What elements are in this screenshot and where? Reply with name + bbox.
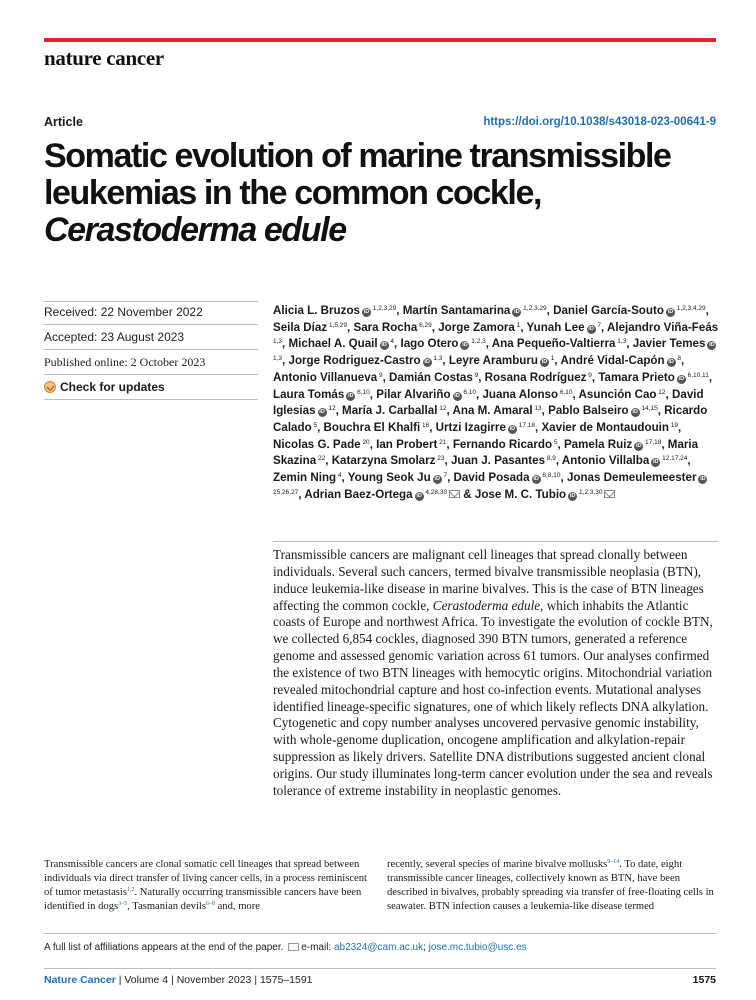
author-affiliation: 12 [437, 405, 447, 413]
author-name: Alicia L. Bruzos [273, 304, 360, 317]
orcid-icon[interactable]: iD [569, 492, 576, 499]
orcid-icon[interactable]: iD [319, 409, 325, 416]
check-updates-label: Check for updates [60, 380, 165, 394]
author-entry[interactable] [273, 371, 383, 384]
author-name: Pablo Balseiro [548, 404, 629, 418]
author-affiliation: 9 [586, 371, 592, 379]
author-entry[interactable] [273, 388, 370, 401]
article-title [44, 138, 724, 249]
author-entry[interactable] [403, 304, 547, 317]
page-number: 1575 [692, 974, 716, 986]
author-entry[interactable] [560, 354, 681, 367]
orcid-icon[interactable]: iD [381, 342, 387, 349]
author-name: Tamara Prieto [598, 370, 675, 384]
author-entry[interactable] [452, 404, 541, 417]
author-name: Sara Rocha [353, 320, 418, 334]
meta-divider [44, 374, 258, 375]
check-updates-icon [44, 381, 56, 393]
title-line-1: Somatic evolution of marine transmissible [44, 137, 671, 175]
accepted-date: Accepted: 23 August 2023 [44, 330, 185, 344]
orcid-icon[interactable]: iD [668, 359, 674, 366]
author-affiliation: 6,10 [355, 388, 370, 396]
body-column-left [44, 858, 376, 914]
envelope-icon [288, 943, 299, 951]
orcid-icon[interactable]: iD [667, 309, 674, 315]
author-entry[interactable] [304, 488, 460, 501]
author-affiliation: 23 [435, 455, 445, 463]
author-affiliation: 9 [377, 371, 383, 379]
author-affiliation: 1 [514, 321, 521, 329]
meta-divider [44, 301, 258, 302]
citation-link[interactable]: 1,2 [126, 887, 135, 894]
orcid-icon[interactable]: iD [348, 392, 354, 399]
author-affiliation: 13 [532, 405, 542, 413]
author-entry[interactable] [353, 321, 431, 334]
author-name: Damián Costas [389, 370, 473, 384]
author-list: Alicia L. Bruzos iD $^{1,2,3,29}$, Martín Santamarina iD $^{1,2,3,29}$, Daniel García-Souto iD $^{1,2,3,4,29}$, Seila Díaz $^{1,5,29}$, Sara Rocha $^{6,29}$, Jorge Zamora $^1$, Yunah Lee iD $^7$, Alejandro Viña-Feás $^{1,3}$, Michael A. Quail iD $^4$, Iago Otero iD $^{1,2,3}$, Ana Pequeño-Valtierra $^{1,3}$, Javier Temes iD $^{1,3}$, Jorge Rodriguez-Castro iD $^{1,3}$, Leyre Aramburu iD $^1$, André Vidal-Capón iD $^8$, Antonio Villanueva $^9$, Damián Costas $^9$, Rosana Rodríguez $^9$, Tamara Prieto iD $^{6,10,11}$, Laura Tomás iD $^{6,10}$, Pilar Alvariño iD $^{6,10}$, Juana Alonso $^{6,10}$, Asunción Cao $^{12}$, David Iglesias iD $^{12}$, María J. Carballal $^{12}$, Ana M. Amaral $^{13}$, Pablo Balseiro iD $^{14,15}$, Ricardo Calado $^5$, Bouchra El Khalfi $^{16}$, Urtzi Izagirre iD $^{17,18}$, Xavier de Montaudouin $^{19}$, Nicolas G. Pade $^{20}$, Ian Probert $^{21}$, Fernando Ricardo $^5$, Pamela Ruiz iD $^{17,18}$, Maria Skazina $^{22}$, Katarzyna Smolarz $^{23}$, Juan J. Pasantes $^{8,9}$, Antonio Villalba iD $^{12,17,24}$, Zemin Ning $^4$, Young Seok Ju iD $^7$, David Posada iD $^{6,8,10}$, Jonas Demeulemeester iD $^{25,26,27}$, Adrian Baez-Ortega iD $^{4,28,30}$ & Jose M. C. Tubio iD $^{1,2,3,30}$ [273, 304, 719, 501]
author-affiliation: 1,2,3,29 [521, 305, 547, 312]
author-name: Urtzi Izagirre [435, 420, 506, 434]
author-name: Alejandro Viña-Feás [606, 320, 719, 334]
author-name: Katarzyna Smolarz [331, 454, 436, 468]
author-affiliation: 17,18 [516, 421, 535, 429]
email-label: e-mail: [301, 942, 332, 953]
author-affiliation: 1,2,3,29 [370, 305, 397, 312]
author-affiliation: 5 [552, 438, 558, 446]
orcid-icon[interactable]: iD [709, 342, 715, 349]
author-affiliation: 5 [311, 421, 318, 429]
author-affiliation: 25,26,27 [273, 488, 299, 496]
author-affiliation: 6,8,10 [540, 472, 561, 480]
author-entry[interactable] [348, 471, 447, 484]
email-link-1[interactable]: ab2324@cam.ac.uk [334, 942, 424, 953]
header-accent-bar [44, 38, 716, 42]
author-name: Nicolas G. Pade [273, 437, 361, 451]
author-name: Young Seok Ju [347, 471, 431, 485]
author-affiliation: 9 [472, 371, 479, 379]
body-text: . Naturally occurring transmissible cancers have been identified in dogs [44, 887, 362, 913]
footnote-text: A full list of affiliations appears at the end of the paper. [44, 942, 284, 953]
orcid-icon[interactable]: iD [454, 392, 460, 399]
orcid-icon[interactable]: iD [636, 442, 642, 449]
received-date: Received: 22 November 2022 [44, 305, 203, 319]
author-entry[interactable] [289, 337, 395, 350]
orcid-icon[interactable]: iD [363, 309, 370, 315]
author-entry[interactable] [324, 421, 430, 434]
footer-volume-info: | Volume 4 | November 2023 | 1575–1591 [118, 974, 313, 986]
orcid-icon[interactable]: iD [416, 492, 422, 499]
author-affiliation: 22 [316, 455, 326, 463]
abstract-divider [273, 541, 718, 542]
author-entry[interactable] [342, 404, 446, 417]
author-affiliation: 6,10 [461, 388, 477, 396]
journal-logo: nature cancer [44, 46, 164, 70]
body-text: Transmissible cancers are clonal somatic cell lineages that spread between individuals via direct transfer of living cancer cells, in a process reminiscent of tumor metastasis [44, 859, 367, 899]
author-name: Pilar Alvariño [376, 387, 451, 401]
meta-divider [44, 324, 258, 325]
body-text: recently, several species of marine bivalve mollusks [387, 859, 608, 870]
author-name: Ana Pequeño-Valtierra [491, 337, 616, 351]
author-name: Ian Probert [376, 437, 438, 451]
author-entry[interactable] [553, 304, 706, 317]
author-name: Ricardo Calado [273, 404, 708, 434]
author-entry[interactable] [332, 454, 445, 467]
orcid-icon[interactable]: iD [434, 476, 440, 483]
author-entry[interactable] [598, 371, 708, 384]
meta-divider [44, 349, 258, 350]
author-name: Bouchra El Khalfi [323, 420, 421, 434]
author-name: David Iglesias [273, 387, 704, 418]
author-affiliation: 17,18 [643, 438, 662, 446]
author-affiliation: 16 [420, 421, 430, 429]
author-affiliation: 1 [549, 355, 555, 363]
author-affiliation: 1,2,3,30 [577, 488, 603, 496]
author-name: Seila Díaz [273, 320, 328, 334]
affiliation-footnote [44, 942, 527, 953]
author-entry[interactable] [449, 354, 555, 367]
author-affiliation: 6,29 [417, 321, 432, 329]
author-entry[interactable] [485, 371, 592, 384]
author-name: Laura Tomás [273, 387, 345, 401]
author-affiliation: 12 [656, 388, 666, 396]
author-affiliation: 7 [595, 321, 601, 329]
author-name: Jorge Rodriguez-Castro [288, 354, 421, 368]
author-entry[interactable] [579, 388, 666, 401]
orcid-icon[interactable]: iD [632, 409, 638, 416]
author-name: Fernando Ricardo [452, 437, 553, 451]
author-affiliation: 12,17,24 [660, 455, 688, 463]
abstract-species: Cerastoderma edule [432, 597, 541, 613]
author-affiliation: 20 [360, 438, 370, 446]
author-name: Asunción Cao [578, 387, 657, 401]
title-line-2: leukemias in the common cockle, [44, 174, 542, 212]
orcid-icon[interactable]: iD [424, 359, 430, 366]
citation-link[interactable]: 6–8 [205, 901, 215, 908]
author-name: Xavier de Montaudouin [541, 420, 669, 434]
author-affiliation: 14,15 [639, 405, 658, 413]
email-separator: ; [423, 942, 426, 953]
author-affiliation: 4 [388, 338, 395, 346]
citation-link[interactable]: 9–14 [607, 859, 620, 865]
orcid-icon[interactable]: iD [588, 325, 594, 332]
author-name: Jose M. C. Tubio [474, 487, 567, 501]
author-entry[interactable] [453, 438, 558, 451]
author-entry[interactable] [389, 371, 478, 384]
published-date: Published online: 2 October 2023 [44, 355, 206, 369]
author-name: Jorge Zamora [438, 320, 515, 334]
author-name: Juan J. Pasantes [450, 454, 546, 468]
orcid-icon[interactable]: iD [514, 309, 520, 315]
author-entry[interactable] [475, 488, 616, 501]
email-link-2[interactable]: jose.mc.tubio@usc.es [428, 942, 527, 953]
title-line-3: Cerastoderma edule [44, 211, 346, 249]
author-entry[interactable] [273, 304, 396, 317]
abstract-text: , which inhabits the Atlantic coasts of Europe and northwest Africa. To investigate the evolution of cockle BTN, we collected 6,854 cockles, diagnosed 390 BTN tumors, generated a reference genome and assessed genomic variation across 61 tumors. Our analyses confirmed the existence of two BTN lineages with hemocytic origins. Mitochondrial variation revealed mitochondrial capture and host co-infection events. Mutational analyses identified lineage-specific signatures, one of which likely reflects DNA alkylation. Cytogenetic and copy number analyses uncovered pervasive genomic instability, with whole-genome duplication, oncogene amplification and alkylation-repair suppression as likely drivers. Satellite DNA distributions suggested ancient clonal origins. Our study illuminates long-term cancer evolution under the sea and reveals tolerance of extreme instability in neoplastic genomes. [273, 597, 713, 798]
author-entry[interactable] [273, 321, 347, 334]
author-name: Michael A. Quail [288, 337, 378, 351]
author-entry[interactable] [454, 471, 561, 484]
author-name: Maria Skazina [273, 437, 699, 468]
orcid-icon[interactable]: iD [509, 425, 516, 432]
author-entry[interactable] [492, 337, 627, 350]
author-affiliation: 1,5,29 [327, 321, 348, 329]
body-text: , Tasmanian devils [127, 901, 206, 913]
author-name: Yunah Lee [526, 320, 585, 334]
author-entry[interactable] [562, 454, 688, 467]
author-entry[interactable] [289, 354, 443, 367]
author-name: Daniel García-Souto [553, 304, 664, 317]
envelope-icon[interactable] [604, 490, 615, 498]
author-name: Iago Otero [400, 337, 459, 351]
author-affiliation: 7 [441, 472, 448, 480]
author-name: Adrian Baez-Ortega [304, 487, 413, 501]
author-name: Ana M. Amaral [452, 404, 533, 418]
author-entry[interactable] [273, 438, 370, 451]
author-affiliation: 6,10 [558, 388, 573, 396]
author-entry[interactable] [527, 321, 601, 334]
author-entry[interactable] [451, 454, 556, 467]
author-name: André Vidal-Capón [560, 354, 665, 368]
author-name: Jonas Demeulemeester [566, 471, 697, 485]
body-text: . To date, eight transmissible cancer lineages, collectively known as BTN, have been described in bivalves, probably spreading via transfer of free-floating cells in seawater. BTN infection causes a leukemia-like disease termed [387, 859, 714, 913]
author-entry[interactable] [401, 337, 486, 350]
orcid-icon[interactable]: iD [678, 375, 685, 382]
body-column-right [387, 858, 720, 914]
check-for-updates-button[interactable] [44, 380, 165, 394]
author-entry[interactable] [541, 421, 678, 434]
article-type-label: Article [44, 115, 83, 129]
meta-divider [44, 399, 258, 400]
author-entry[interactable] [436, 421, 535, 434]
abstract [273, 547, 723, 800]
author-name: Juana Alonso [482, 387, 559, 401]
author-affiliation: 1,3 [273, 355, 283, 363]
author-affiliation: 12 [326, 405, 336, 413]
author-entry[interactable] [438, 321, 520, 334]
citation-link[interactable]: 3–5 [118, 901, 128, 908]
author-name: Zemin Ning [273, 471, 337, 485]
author-name: Leyre Aramburu [448, 354, 538, 368]
author-name: Javier Temes [632, 337, 706, 351]
author-affiliation: 4,28,30 [423, 488, 448, 496]
author-entry[interactable] [376, 438, 446, 451]
author-entry[interactable] [564, 438, 661, 451]
author-entry[interactable] [482, 388, 572, 401]
doi-link[interactable]: https://doi.org/10.1038/s43018-023-00641-9 [483, 116, 716, 128]
footer-journal[interactable]: Nature Cancer [44, 974, 116, 986]
footer-divider [44, 968, 716, 969]
author-name: Antonio Villanueva [273, 370, 378, 384]
author-affiliation: 1,3 [431, 355, 443, 363]
author-name: David Posada [453, 471, 530, 485]
orcid-icon[interactable]: iD [541, 359, 548, 366]
footnote-divider [44, 933, 716, 934]
footer-citation [44, 974, 313, 986]
author-entry[interactable] [273, 471, 342, 484]
author-entry[interactable] [548, 404, 658, 417]
author-affiliation: 19 [668, 421, 679, 429]
author-name: Antonio Villalba [561, 454, 650, 468]
author-affiliation: 1,2,3 [469, 338, 486, 346]
orcid-icon[interactable]: iD [653, 459, 659, 466]
abstract-text: Transmissible cancers are malignant cell lineages that spread clonally between individuals. Several such cancers, termed bivalve transmissible neoplasia (BTN), induce leukemia-like disease in marine bivalves. This is the case of BTN lineages affecting the common cockle, [273, 547, 704, 613]
author-name: Pamela Ruiz [563, 437, 633, 451]
body-text: and, more [214, 901, 260, 913]
author-affiliation: 6,10,11 [685, 371, 709, 379]
envelope-icon[interactable] [449, 490, 460, 498]
author-affiliation: 8 [675, 355, 681, 363]
author-affiliation: 4 [336, 472, 342, 480]
author-name: Martín Santamarina [402, 304, 511, 317]
orcid-icon[interactable]: iD [533, 476, 539, 483]
author-name: María J. Carballal [342, 404, 438, 418]
author-affiliation: 21 [437, 438, 447, 446]
author-affiliation: 8,9 [545, 455, 556, 463]
author-affiliation: 1,2,3,4,29 [674, 305, 706, 312]
orcid-icon[interactable]: iD [700, 476, 706, 483]
orcid-icon[interactable]: iD [462, 342, 468, 349]
author-affiliation: 1,3 [273, 338, 283, 346]
author-name: Rosana Rodríguez [484, 370, 587, 384]
author-affiliation: 1,3 [615, 338, 627, 346]
author-entry[interactable] [376, 388, 476, 401]
